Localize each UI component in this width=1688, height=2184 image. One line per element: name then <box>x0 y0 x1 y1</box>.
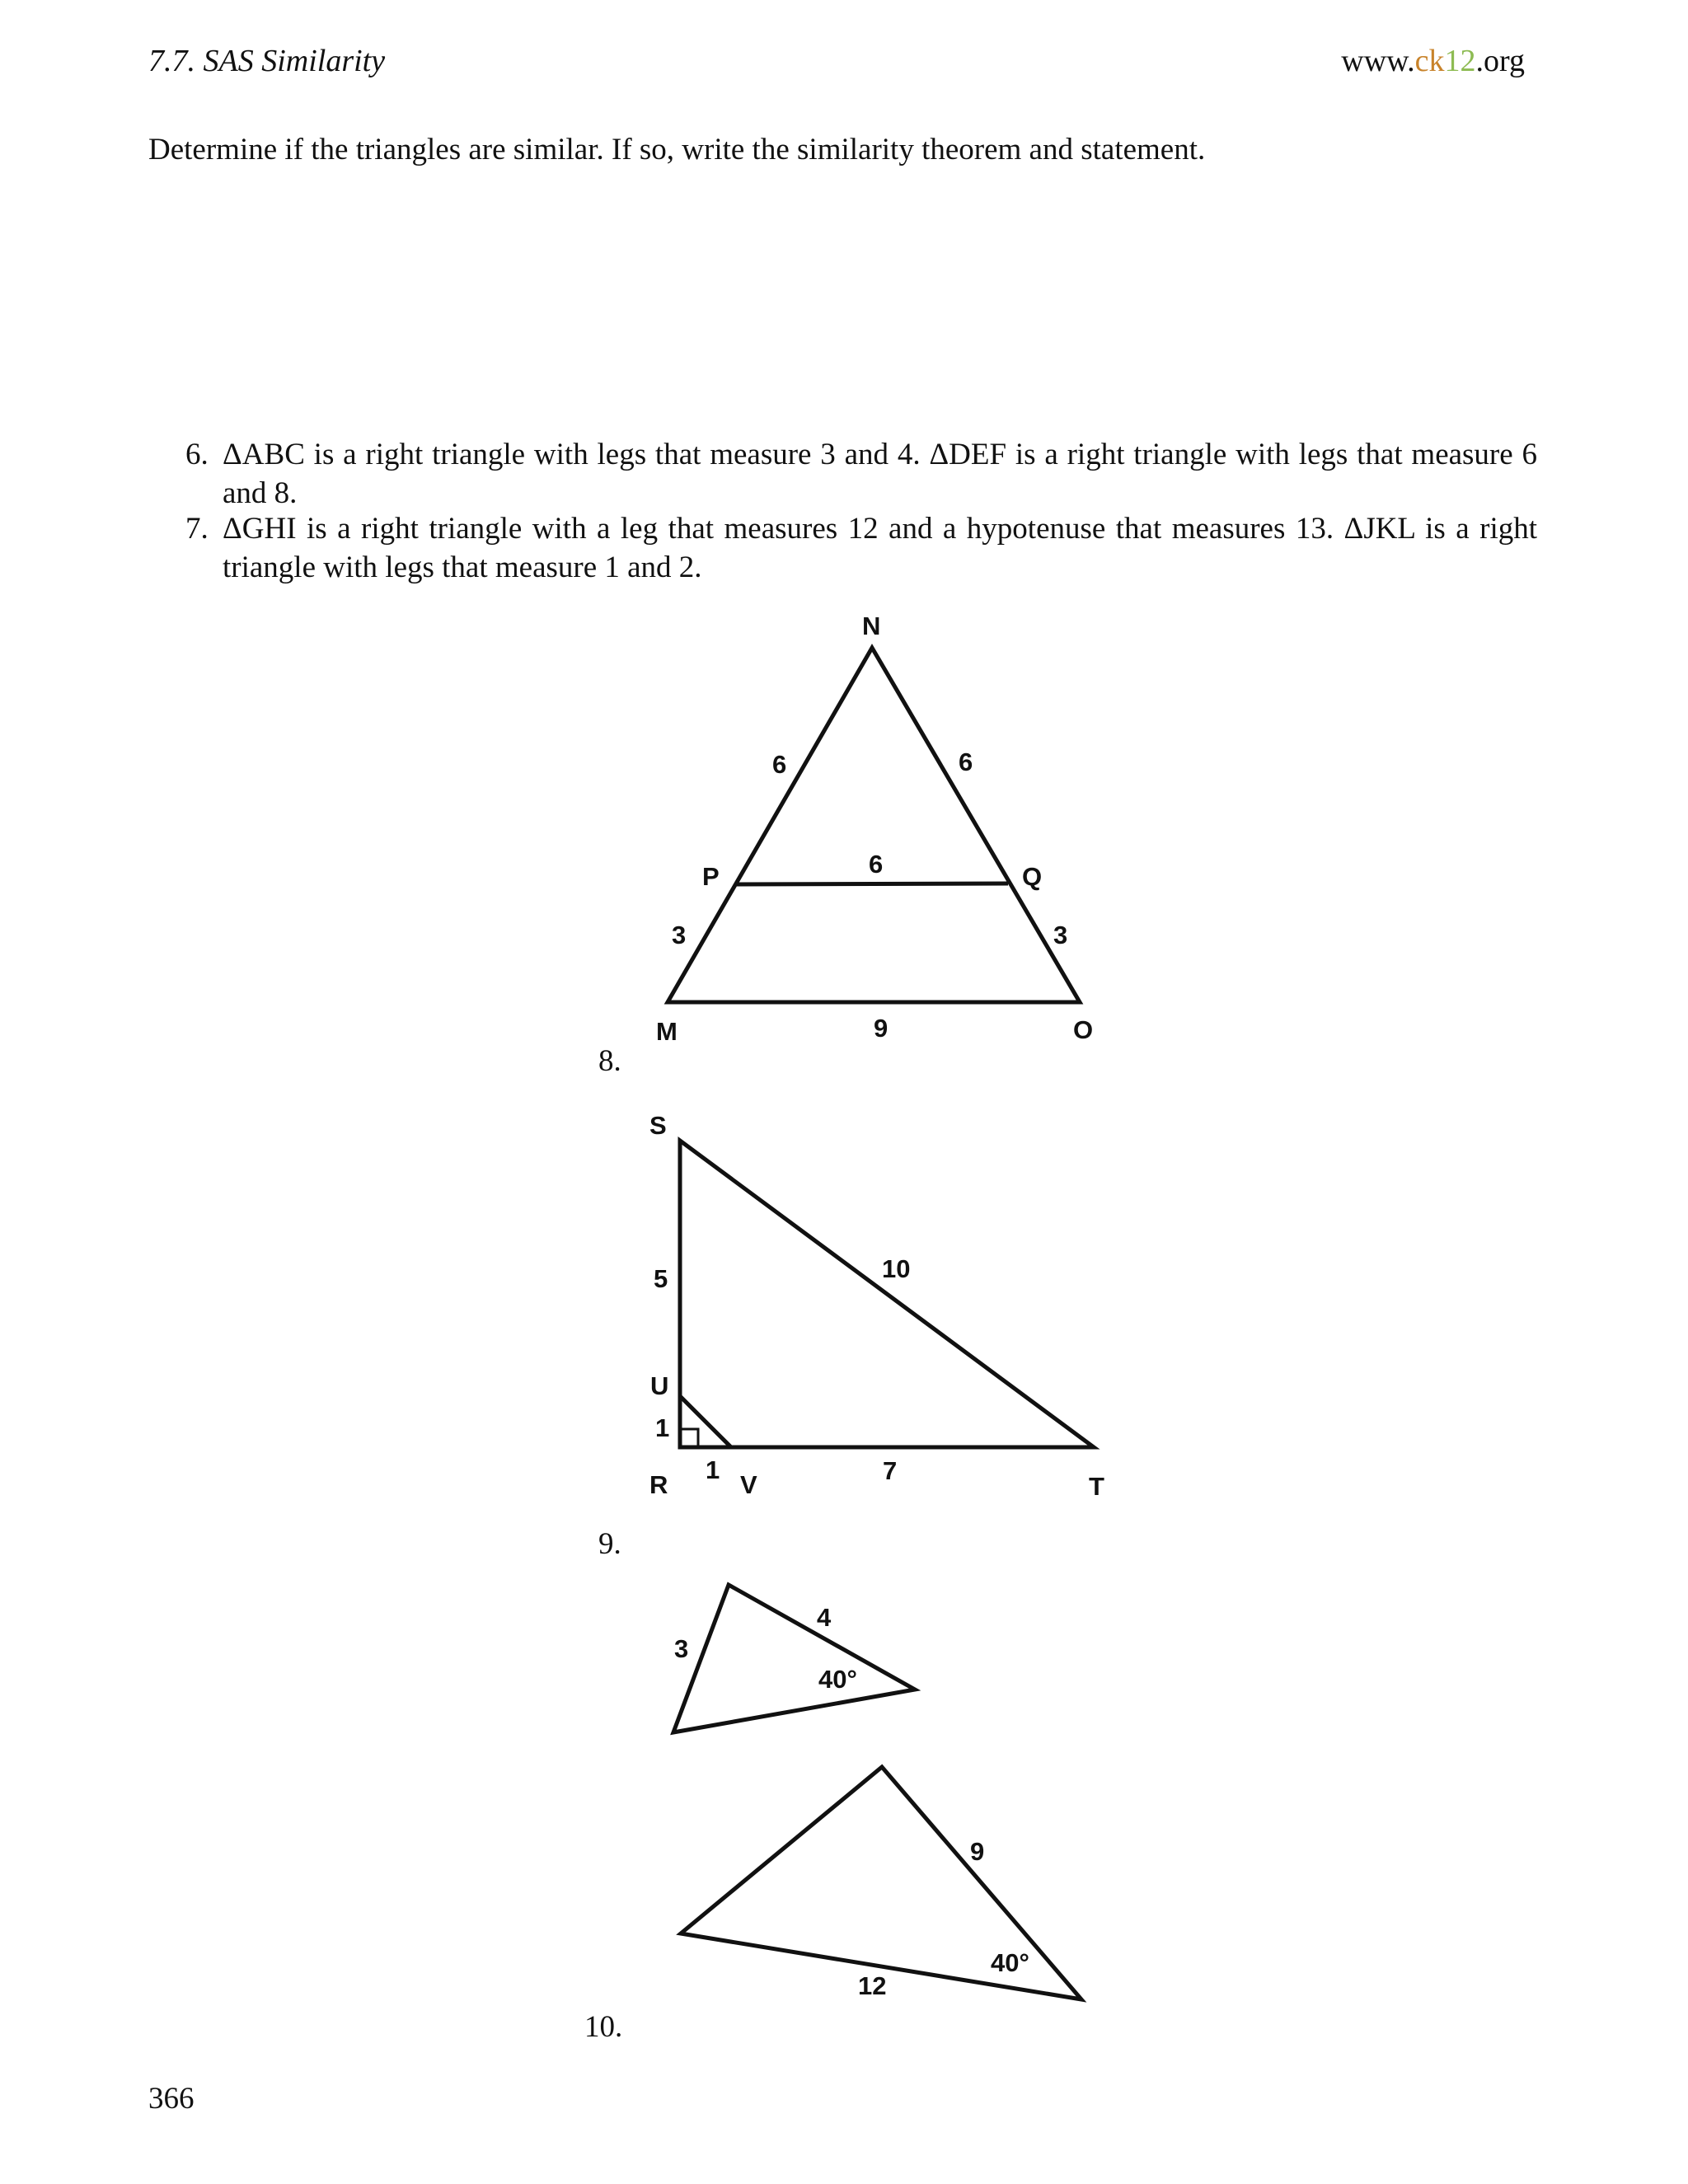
length-rv: 1 <box>706 1455 720 1484</box>
figure-10-number: 10. <box>584 2010 623 2044</box>
problem-7-text: ΔGHI is a right triangle with a leg that measures 12 and a hypotenuse that measures 13. ΔJKL is a right triangle with legs that measure 1 and 2. <box>223 512 1537 584</box>
small-side-a: 3 <box>674 1634 689 1663</box>
small-angle: 40° <box>818 1665 857 1694</box>
figure-8 <box>668 648 1080 1002</box>
problem-6-text: ΔABC is a right triangle with legs that measure 3 and 4. ΔDEF is a right triangle with legs that measure 6 and 8. <box>223 438 1537 510</box>
site-ck: ck <box>1414 44 1445 78</box>
length-mo: 9 <box>874 1014 889 1043</box>
small-triangle <box>673 1585 915 1732</box>
problem-6-number: 6. <box>185 438 209 471</box>
figure-9 <box>680 1141 1094 1447</box>
label-o: O <box>1073 1015 1094 1044</box>
length-qo: 3 <box>1053 921 1068 949</box>
page-number: 366 <box>148 2082 195 2116</box>
triangle-nmo <box>668 648 1080 1002</box>
site-prefix: www. <box>1341 44 1415 78</box>
site-suffix: .org <box>1475 44 1525 78</box>
triangle-srt <box>680 1141 1094 1447</box>
label-t: T <box>1089 1472 1104 1501</box>
large-angle: 40° <box>991 1948 1029 1977</box>
length-nq: 6 <box>959 748 973 776</box>
length-st: 10 <box>882 1254 911 1283</box>
label-n: N <box>862 612 881 640</box>
length-su: 5 <box>654 1264 668 1293</box>
segment-uv <box>680 1396 731 1447</box>
large-side-b: 12 <box>858 1971 887 2000</box>
segment-pq <box>736 883 1008 884</box>
label-q: Q <box>1022 862 1043 891</box>
length-np: 6 <box>772 750 787 779</box>
length-vt: 7 <box>883 1456 898 1485</box>
figure-8-number: 8. <box>598 1044 621 1078</box>
site-12: 12 <box>1444 44 1476 78</box>
right-angle-marker <box>680 1429 698 1447</box>
label-v: V <box>740 1470 757 1499</box>
length-ur: 1 <box>655 1413 670 1442</box>
problem-7-number: 7. <box>185 512 209 546</box>
large-side-a: 9 <box>970 1837 985 1866</box>
length-pq: 6 <box>869 850 884 879</box>
label-m: M <box>656 1017 678 1046</box>
label-s: S <box>649 1111 667 1140</box>
figure-9-number: 9. <box>598 1527 621 1561</box>
instructions: Determine if the triangles are similar. If so, write the similarity theorem and statement. <box>148 133 1206 166</box>
length-pm: 3 <box>672 921 687 949</box>
label-u: U <box>650 1371 669 1400</box>
label-p: P <box>702 862 720 891</box>
small-side-b: 4 <box>817 1603 832 1632</box>
section-title: 7.7. SAS Similarity <box>148 44 386 78</box>
label-r: R <box>649 1470 668 1499</box>
figure-10 <box>673 1585 1081 1999</box>
